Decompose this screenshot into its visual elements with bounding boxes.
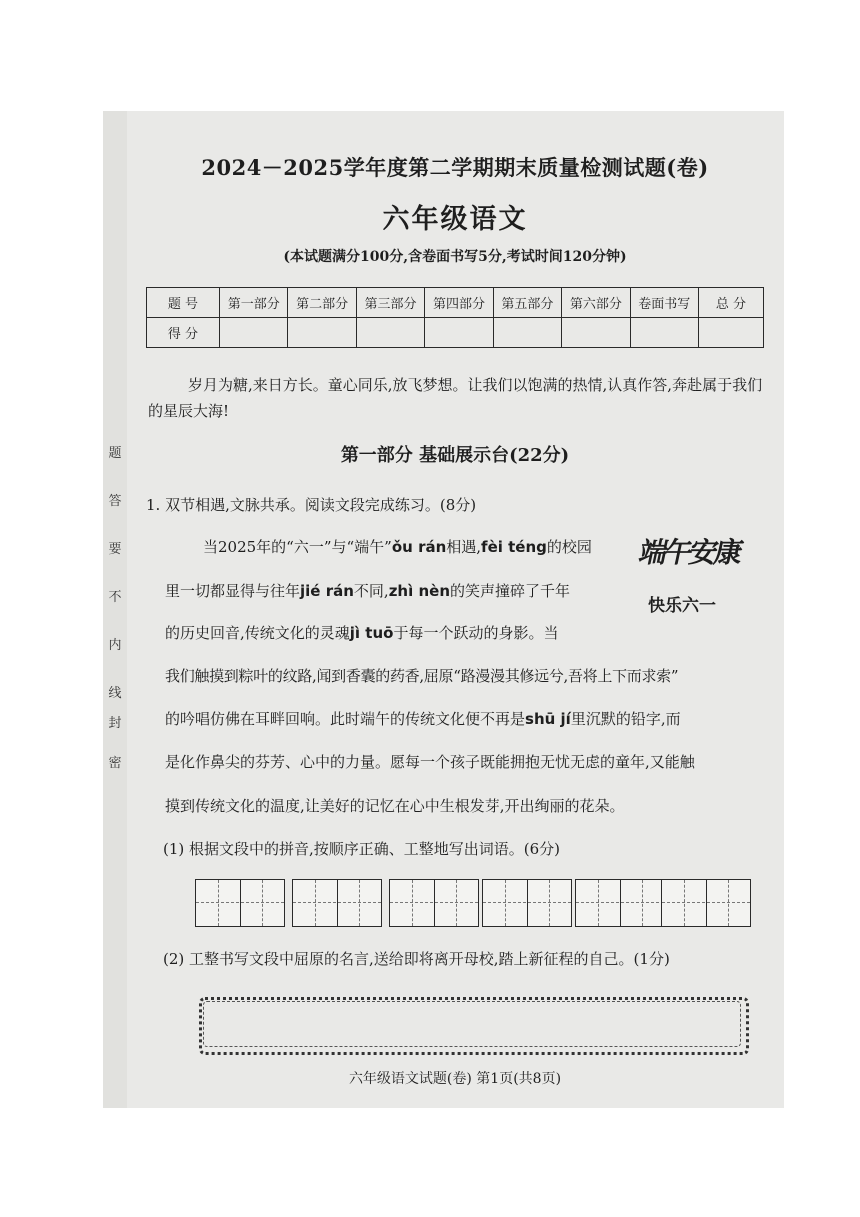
score-table-header-row	[147, 288, 764, 318]
score-table	[146, 287, 764, 348]
pinyin: fèi téng	[481, 538, 547, 556]
exam-note: (本试题满分100分,含卷面书写5分,考试时间120分钟)	[283, 249, 627, 265]
logo-calligraphy: 端午安康	[636, 536, 744, 569]
score-header: 第四部分	[425, 288, 493, 318]
passage-text: 里沉默的铅字,而	[570, 710, 681, 728]
pinyin: jì tuō	[349, 624, 394, 642]
passage-text: 的校园	[546, 538, 592, 556]
score-cell[interactable]	[699, 318, 764, 348]
score-cell[interactable]	[220, 318, 288, 348]
score-header: 第一部分	[220, 288, 288, 318]
pinyin: ǒu rán	[391, 538, 447, 556]
writing-grid-box[interactable]	[389, 879, 479, 927]
score-header: 题 号	[147, 288, 220, 318]
score-header: 第五部分	[493, 288, 561, 318]
writing-grid-box[interactable]	[195, 879, 285, 927]
binding-char: 内	[108, 638, 122, 653]
score-header: 卷面书写	[630, 288, 698, 318]
score-header: 总 分	[699, 288, 764, 318]
intro-text: 岁月为糖,来日方长。童心同乐,放飞梦想。让我们以饱满的热情,认真作答,奔赴属于我们的星辰大海!	[148, 376, 763, 420]
passage-line: 是化作鼻尖的芬芳、心中的力量。愿每一个孩子既能拥抱无忧无虑的童年,又能触	[165, 753, 695, 771]
pinyin: jié rán	[300, 582, 354, 600]
exam-title: 2024－2025学年度第二学期期末质量检测试题(卷)	[201, 155, 709, 180]
passage-line: 摸到传统文化的温度,让美好的记忆在心中生根发芽,开出绚丽的花朵。	[165, 797, 625, 815]
pinyin: shū jí	[525, 710, 571, 728]
pinyin: zhì nèn	[388, 582, 450, 600]
writing-grid-box[interactable]	[292, 879, 382, 927]
score-cell[interactable]	[288, 318, 356, 348]
subject-title: 六年级语文	[382, 204, 528, 235]
passage-text: 里一切都显得与往年	[165, 582, 301, 600]
binding-margin	[103, 111, 127, 1108]
score-cell[interactable]	[630, 318, 698, 348]
score-header: 第三部分	[356, 288, 424, 318]
question1-stem: 1. 双节相遇,文脉共承。阅读文段完成练习。(8分)	[146, 496, 477, 514]
score-cell[interactable]	[425, 318, 493, 348]
passage-text: 当2025年的“六一”与“端午”	[203, 538, 392, 556]
passage-line	[165, 708, 681, 729]
passage-text: 的历史回音,传统文化的灵魂	[165, 624, 350, 642]
score-table-row	[147, 318, 764, 348]
writing-grid-box[interactable]	[482, 879, 572, 927]
binding-char: 不	[108, 590, 122, 605]
binding-char: 封	[108, 716, 122, 731]
passage-text: 的笑声撞碎了千年	[450, 582, 571, 600]
binding-char: 要	[108, 542, 122, 557]
passage-line	[203, 536, 592, 557]
passage-text: 不同,	[353, 582, 389, 600]
binding-char: 密	[108, 756, 122, 771]
score-header: 第二部分	[288, 288, 356, 318]
passage-text: 相遇,	[446, 538, 482, 556]
writing-grid-box[interactable]	[661, 879, 751, 927]
writing-grid-box[interactable]	[575, 879, 665, 927]
subquestion-2: (2) 工整书写文段中屈原的名言,送给即将离开母校,踏上新征程的自己。(1分)	[163, 950, 670, 968]
answer-box[interactable]	[203, 1001, 741, 1047]
passage-line: 我们触摸到粽叶的纹路,闻到香囊的药香,屈原“路漫漫其修远兮,吾将上下而求索”	[165, 667, 679, 685]
passage-text: 的吟唱仿佛在耳畔回响。此时端午的传统文化便不再是	[165, 710, 526, 728]
part1-title: 第一部分 基础展示台(22分)	[340, 445, 570, 466]
score-header: 第六部分	[562, 288, 630, 318]
score-cell[interactable]	[493, 318, 561, 348]
score-cell[interactable]	[356, 318, 424, 348]
passage-line	[165, 580, 570, 601]
writing-grids	[195, 879, 750, 927]
passage-text: 于每一个跃动的身影。当	[393, 624, 559, 642]
binding-char: 答	[108, 494, 122, 509]
page-footer: 六年级语文试题(卷) 第1页(共8页)	[348, 1071, 562, 1087]
subquestion-1: (1) 根据文段中的拼音,按顺序正确、工整地写出词语。(6分)	[163, 840, 561, 858]
passage-line	[165, 622, 558, 643]
festival-logo	[636, 527, 760, 637]
binding-char: 线	[108, 686, 122, 701]
score-row-label: 得 分	[147, 318, 220, 348]
score-cell[interactable]	[562, 318, 630, 348]
logo-subtitle: 快乐六一	[648, 596, 716, 616]
binding-char: 题	[108, 446, 122, 461]
